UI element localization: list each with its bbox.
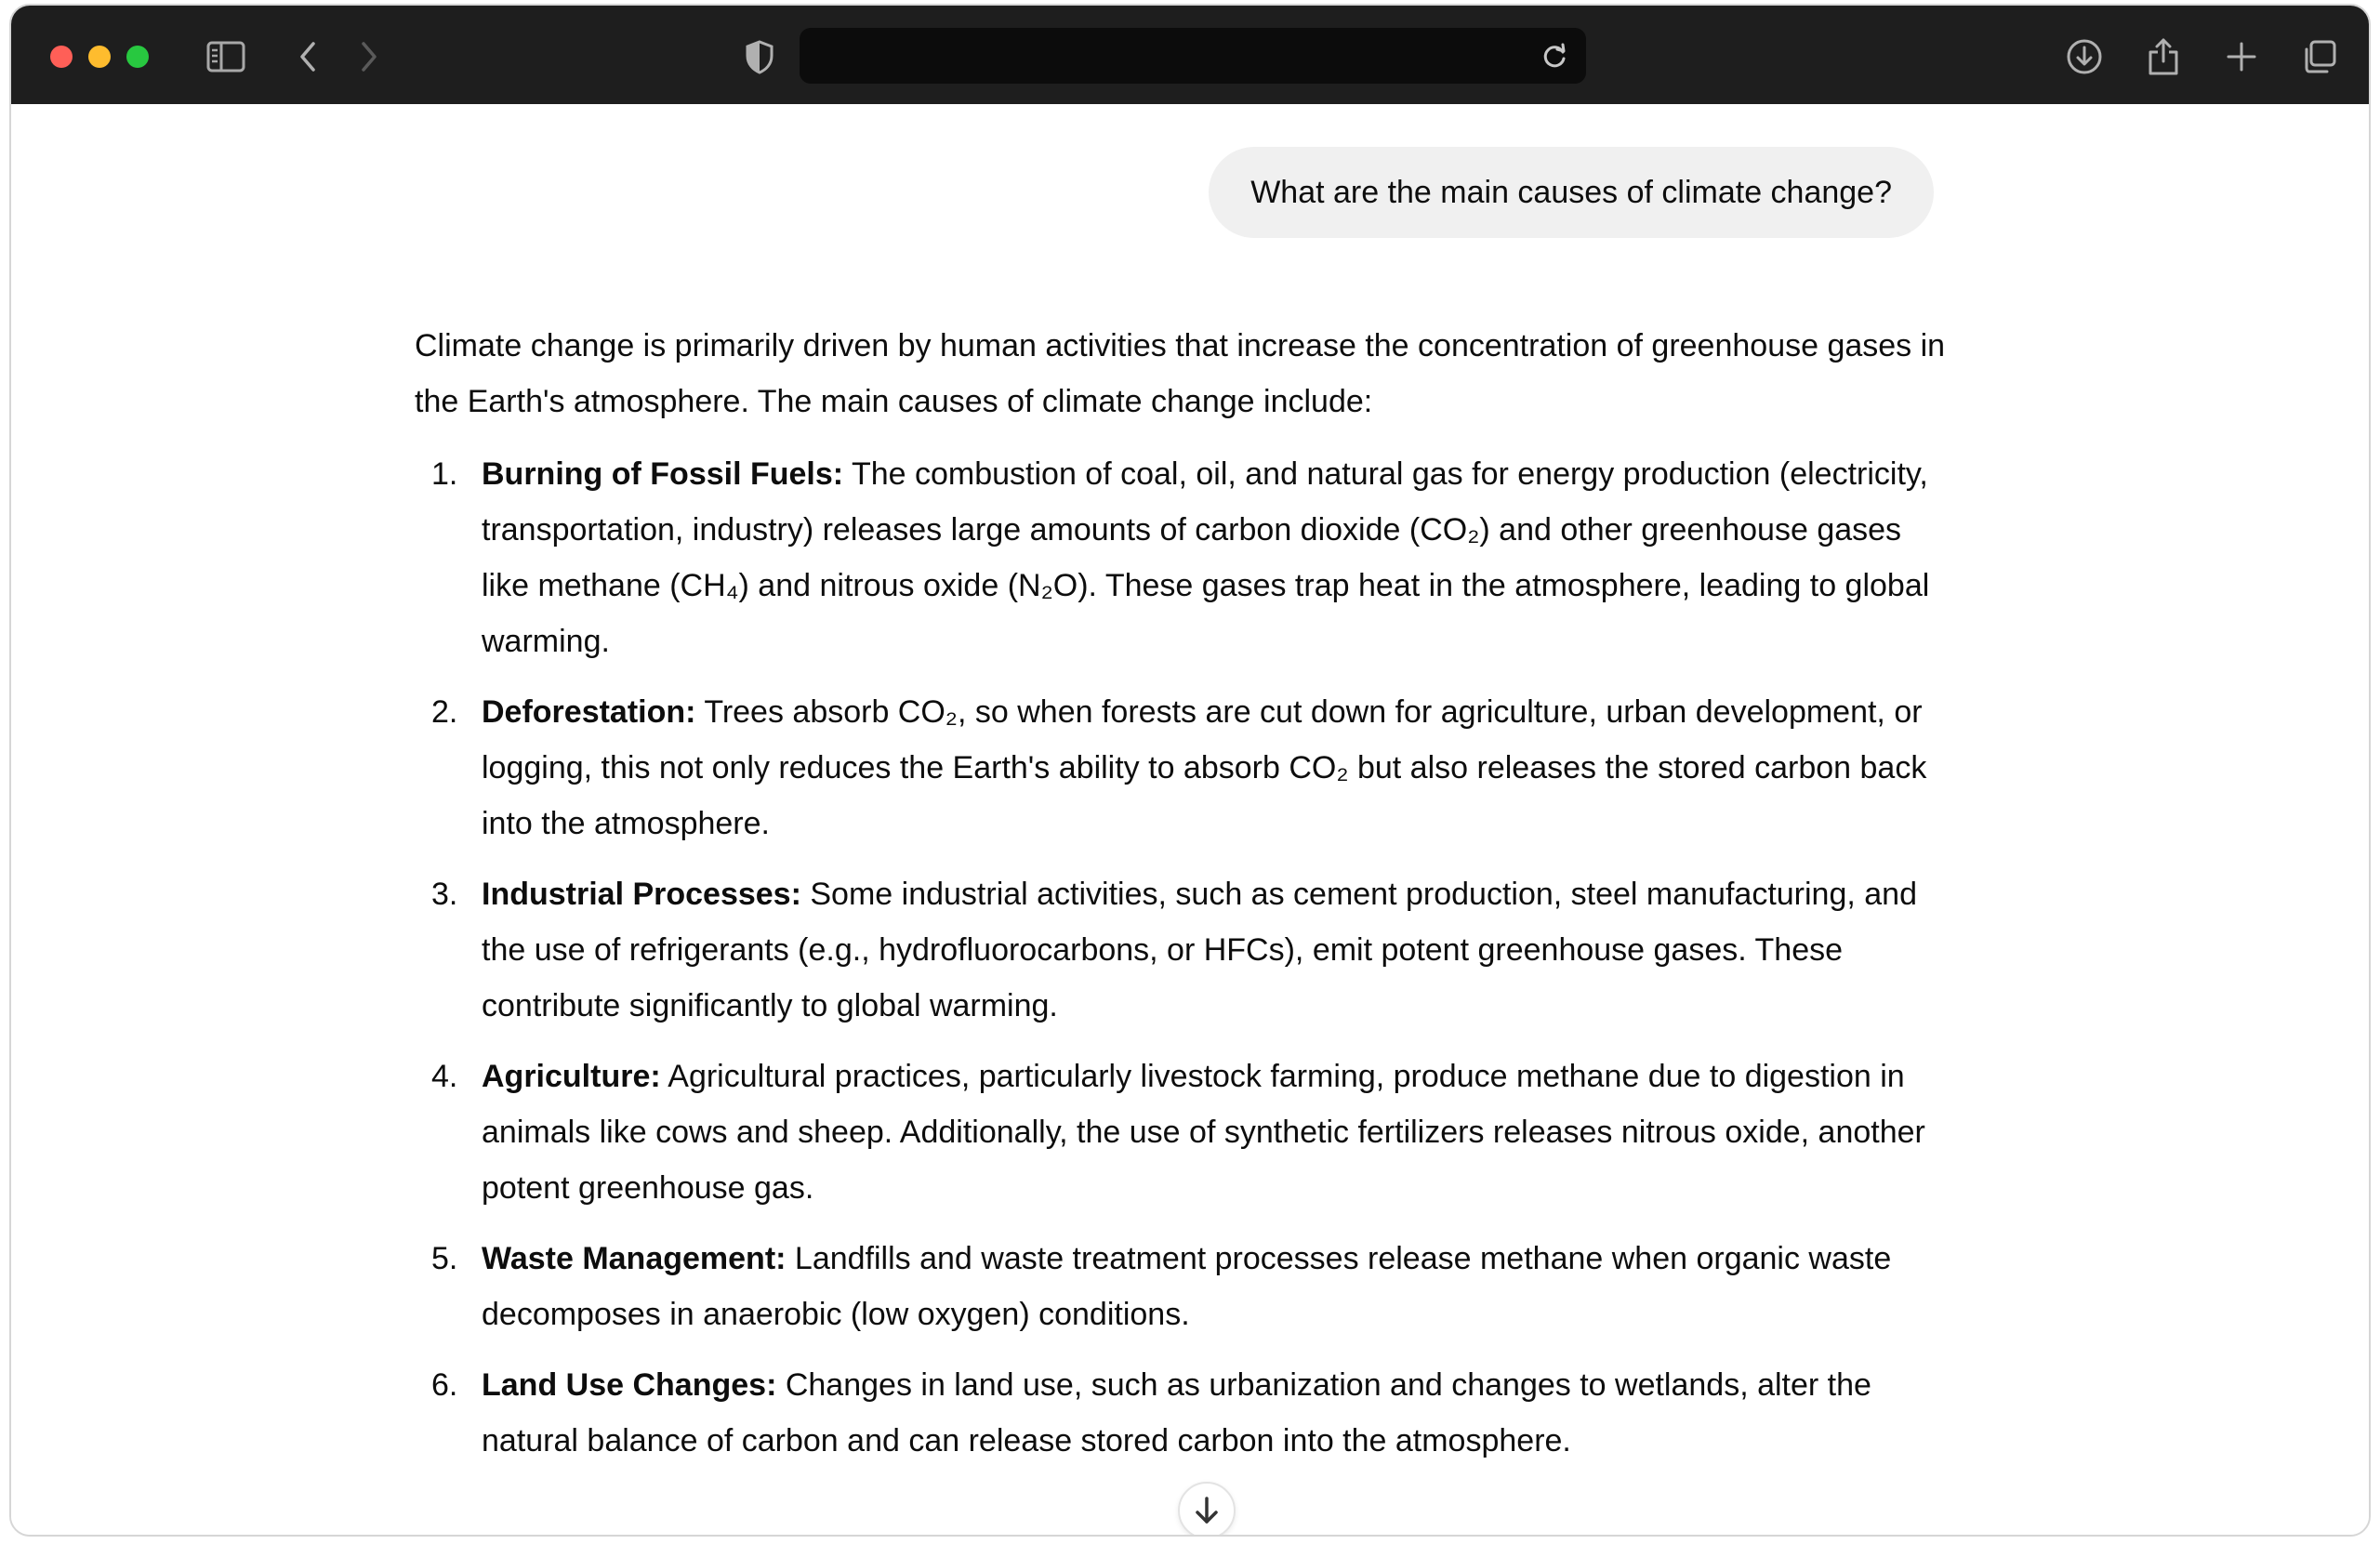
user-message-text: What are the main causes of climate change? [1250, 174, 1892, 210]
reload-icon[interactable] [1534, 35, 1575, 76]
item-title: Burning of Fossil Fuels: [482, 456, 844, 492]
list-item [415, 866, 1949, 1034]
sidebar-icon[interactable] [203, 33, 249, 80]
list-item [415, 1231, 1949, 1342]
shield-icon[interactable] [736, 33, 783, 80]
browser-toolbar [11, 6, 2369, 104]
assistant-response [415, 318, 1949, 1484]
scroll-to-bottom-button[interactable] [1178, 1482, 1236, 1537]
list-number: 3. [431, 877, 458, 912]
item-text: Landfills and waste treatment processes release methane when organic waste decomposes in anaerobic (low oxygen) conditions. [482, 1241, 1892, 1332]
tabs-overview-icon[interactable] [2296, 33, 2343, 80]
share-icon[interactable] [2140, 33, 2187, 80]
response-intro: Climate change is primarily driven by human activities that increase the concentration of greenhouse gases in the Earth's atmosphere. The main causes of climate change include: [415, 328, 1946, 419]
download-icon[interactable] [2061, 33, 2108, 80]
list-number: 6. [431, 1367, 458, 1403]
item-title: Waste Management: [482, 1241, 787, 1276]
item-title: Land Use Changes: [482, 1367, 777, 1403]
item-text: Some industrial activities, such as cement production, steel manufacturing, and the use of refrigerants (e.g., hydrofluorocarbons, or HFCs), emit potent greenhouse gases. These contribute significantly to global warming. [482, 877, 1917, 1023]
list-number: 2. [431, 694, 458, 730]
item-text: Agricultural practices, particularly livestock farming, produce methane due to digestion in animals like cows and sheep. Additionally, the use of synthetic fertilizers releases nitrous oxide, another potent greenhouse gas. [482, 1059, 1925, 1206]
address-bar[interactable] [800, 28, 1586, 84]
list-item [415, 1357, 1949, 1469]
list-item [415, 1049, 1949, 1216]
arrow-down-icon [1193, 1495, 1221, 1526]
item-text: The combustion of coal, oil, and natural gas for energy production (electricity, transportation, industry) releases large amounts of carbon dioxide (CO₂) and other greenhouse gases like methane (CH₄) and nitrous oxide (N₂O). These gases trap heat in the atmosphere, leading to global warming. [482, 456, 1930, 659]
minimize-window-button[interactable] [88, 46, 111, 68]
item-title: Deforestation: [482, 694, 696, 730]
maximize-window-button[interactable] [126, 46, 149, 68]
list-item [415, 446, 1949, 669]
item-title: Industrial Processes: [482, 877, 801, 912]
new-tab-icon[interactable] [2218, 33, 2265, 80]
item-text: Changes in land use, such as urbanization and changes to wetlands, alter the natural balance of carbon and can release stored carbon into the atmosphere. [482, 1367, 1871, 1458]
browser-window [9, 4, 2371, 1537]
list-number: 1. [431, 456, 458, 492]
list-item [415, 684, 1949, 851]
list-number: 4. [431, 1059, 458, 1094]
chat-content [11, 104, 2369, 1537]
list-number: 5. [431, 1241, 458, 1276]
forward-icon[interactable] [346, 33, 392, 80]
causes-list [415, 446, 1949, 1469]
back-icon[interactable] [284, 33, 331, 80]
item-text: Trees absorb CO₂, so when forests are cut down for agriculture, urban development, or logging, this not only reduces the Earth's ability to absorb CO₂ but also releases the stored carbon back into the atmosphere. [482, 694, 1927, 841]
item-title: Agriculture: [482, 1059, 661, 1094]
close-window-button[interactable] [50, 46, 73, 68]
user-message-bubble [1209, 147, 1934, 238]
